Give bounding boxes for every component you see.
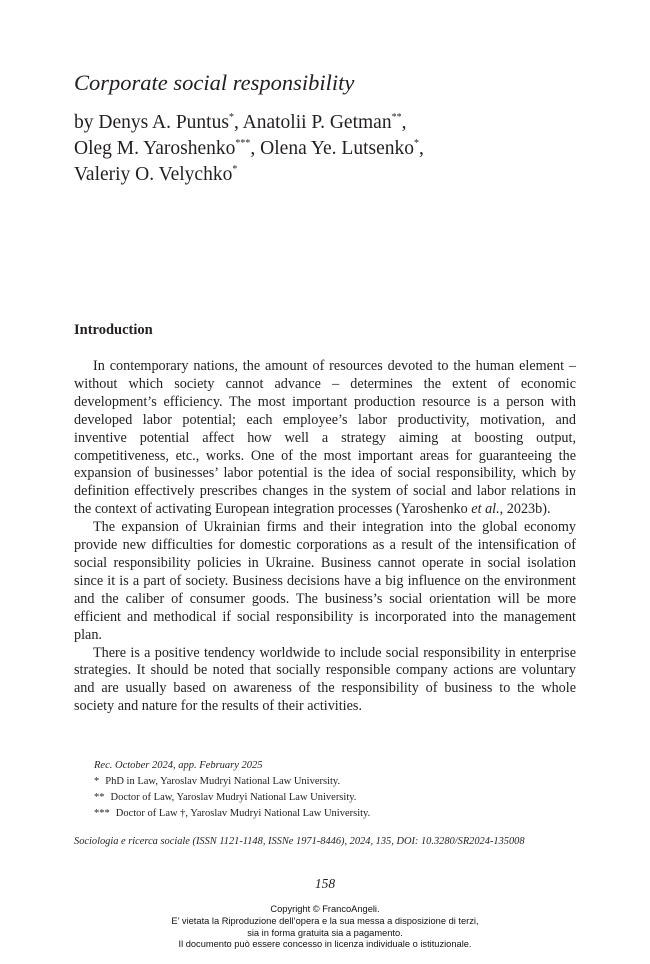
page-number: 158 xyxy=(314,876,336,891)
author-name: Valeriy O. Velychko xyxy=(74,164,233,185)
paragraph: The expansion of Ukrainian firms and their integration into the global economy provide new difficulties for domestic corporations as a result of the intensification of social responsibility policies in Ukraine. Business cannot operate in social isolation since it is a part of society. Business decisions have a big influence on the environment and the caliber of consumer goods. The business’s social orientation will be more efficient and methodical if social responsibility is incorporated into the management plan. xyxy=(74,519,576,643)
journal-citation: Sociologia e ricerca sociale (ISSN 1121-1148, ISSNe 1971-8446), 2024, 135, DOI: 10.3280/SR2024-135008 xyxy=(74,836,525,847)
footnote: *** Doctor of Law †, Yaroslav Mudryi National Law University. xyxy=(94,806,584,822)
author-mark: * xyxy=(228,112,234,123)
author-list xyxy=(74,110,594,188)
author-name: Denys A. Puntus xyxy=(98,112,229,133)
footnote-mark: *** xyxy=(94,808,110,819)
footnote: * PhD in Law, Yaroslav Mudryi National Law University. xyxy=(94,774,584,790)
footnote-mark: ** xyxy=(94,792,105,803)
footnotes xyxy=(94,758,584,822)
author-mark: ** xyxy=(391,112,402,123)
citation-etal: et al. xyxy=(471,501,500,518)
footnote-mark: * xyxy=(94,776,100,787)
author-name: Olena Ye. Lutsenko xyxy=(260,138,414,159)
paragraph: In contemporary nations, the amount of resources devoted to the human element – without which society cannot advance – determines the extent of economic development’s efficiency. The most important production resource is a person with developed labor potential; each employee’s labor productivity, motivation, and inventive potential affect how well a strategy aiming at boosting output, competitiveness, etc., works. One of the most important areas for guaranteeing the expansion of businesses’ labor potential is the idea of social responsibility, which by definition effectively prescribes changes in the system of social and labor relations in the context of activating European integration processes (Yaroshenko et al., 2023b). xyxy=(74,358,576,518)
author-mark: *** xyxy=(235,138,251,149)
author-name: Anatolii P. Getman xyxy=(242,112,392,133)
author-line-3 xyxy=(74,162,594,188)
footnote: ** Doctor of Law, Yaroslav Mudryi National Law University. xyxy=(94,790,584,806)
copyright-notice: Copyright © FrancoAngeli. E’ vietata la Riproduzione dell’opera e la sua messa a disposizione di terzi, sia in forma gratuita sia a pagamento. Il documento può essere concesso in licenza individuale o istituzionale. xyxy=(171,904,479,950)
section-heading: Introduction xyxy=(74,322,153,338)
article-title: Corporate social responsibility xyxy=(74,70,355,95)
author-line-1: by Denys A. Puntus*, Anatolii P. Getman**, xyxy=(74,112,407,133)
author-mark: * xyxy=(232,164,238,175)
author-name: Oleg M. Yaroshenko xyxy=(74,138,236,159)
author-mark: * xyxy=(414,138,419,149)
author-line-2: Oleg M. Yaroshenko***, Olena Ye. Lutsenko*, xyxy=(74,138,424,159)
body-text xyxy=(74,358,576,716)
paragraph: There is a positive tendency worldwide to include social responsibility in enterprise strategies. It should be noted that socially responsible company actions are voluntary and are usually based on awareness of the responsibility of business to the whole society and nature for the results of their activities. xyxy=(74,644,576,715)
received-date: Rec. October 2024, app. February 2025 xyxy=(94,760,263,771)
